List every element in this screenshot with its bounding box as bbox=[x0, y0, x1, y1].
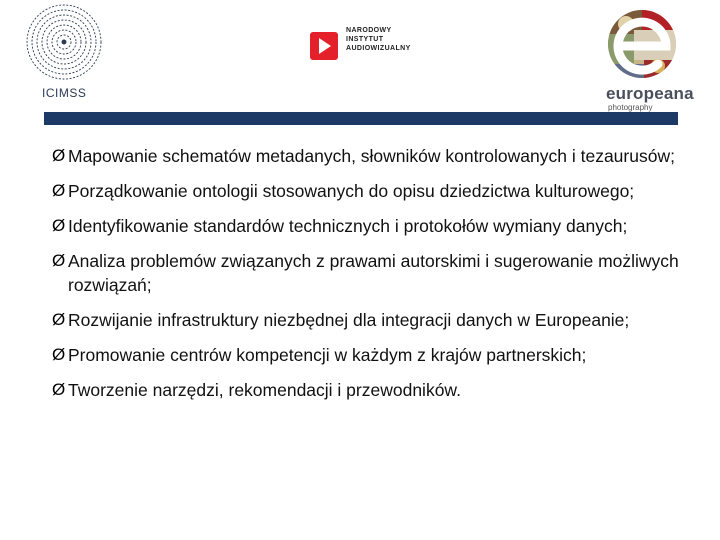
play-icon bbox=[310, 32, 338, 60]
arrow-bullet-icon: Ø bbox=[52, 181, 66, 200]
bullet-item-5 bbox=[52, 308, 692, 332]
icimss-text: ICIMSS bbox=[42, 86, 87, 100]
arrow-bullet-icon: Ø bbox=[52, 380, 66, 399]
nina-line-3: AUDIOWIZUALNY bbox=[346, 45, 411, 52]
header-bar bbox=[44, 112, 678, 125]
bullet-text: Mapowanie schematów metadanych, słowników kontrolowanych i tezaurusów; bbox=[68, 146, 675, 166]
nina-line-2: INSTYTUT bbox=[346, 36, 384, 43]
nina-text bbox=[346, 26, 411, 53]
arrow-bullet-icon: Ø bbox=[52, 345, 66, 364]
header bbox=[0, 0, 720, 126]
bullet-item-2 bbox=[52, 179, 692, 203]
arrow-bullet-icon: Ø bbox=[52, 146, 66, 165]
bullet-item-6 bbox=[52, 343, 692, 367]
bullet-text: Promowanie centrów kompetencji w każdym z krajów partnerskich; bbox=[68, 345, 587, 365]
nina-logo bbox=[310, 26, 420, 66]
bullet-item-1 bbox=[52, 144, 692, 168]
icimss-logo bbox=[18, 2, 108, 102]
europeana-subtitle: photography bbox=[608, 103, 653, 112]
bullet-list bbox=[52, 144, 692, 413]
bullet-text: Tworzenie narzędzi, rekomendacji i przewodników. bbox=[68, 380, 461, 400]
bullet-text: Porządkowanie ontologii stosowanych do opisu dziedzictwa kulturowego; bbox=[68, 181, 635, 201]
arrow-bullet-icon: Ø bbox=[52, 310, 66, 329]
europeana-word: europeana bbox=[606, 84, 694, 103]
arrow-bullet-icon: Ø bbox=[52, 251, 66, 270]
bullet-item-3 bbox=[52, 214, 692, 238]
bullet-item-7 bbox=[52, 378, 692, 402]
europeana-e-icon bbox=[604, 4, 680, 84]
bullet-item-4 bbox=[52, 249, 692, 297]
bullet-text: Rozwijanie infrastruktury niezbędnej dla integracji danych w Europeanie; bbox=[68, 310, 630, 330]
nina-line-1: NARODOWY bbox=[346, 27, 392, 34]
icimss-circles-icon bbox=[26, 2, 102, 84]
bullet-text: Identyfikowanie standardów technicznych i protokołów wymiany danych; bbox=[68, 216, 628, 236]
bullet-text: Analiza problemów związanych z prawami autorskimi i sugerowanie możliwych rozwiązań; bbox=[68, 251, 679, 295]
europeana-logo bbox=[596, 4, 694, 112]
arrow-bullet-icon: Ø bbox=[52, 216, 66, 235]
